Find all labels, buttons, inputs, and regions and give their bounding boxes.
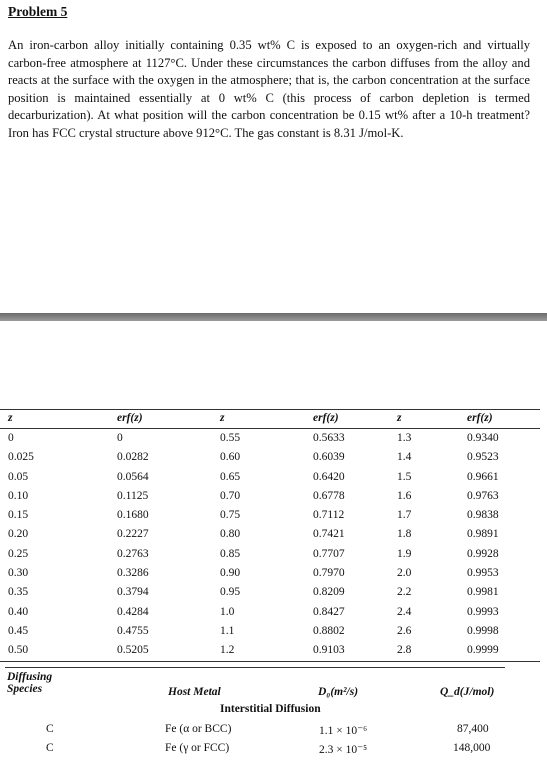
table-row	[0, 545, 540, 564]
table-row	[0, 429, 540, 448]
z-cell: 1.1	[220, 624, 235, 637]
z-cell: 2.4	[397, 605, 412, 618]
section-divider	[0, 313, 547, 321]
z-cell: 0.35	[8, 586, 29, 599]
z-cell: 0	[8, 432, 14, 444]
erf-value-cell: 0.0564	[117, 470, 149, 483]
z-cell: 0.95	[220, 586, 241, 599]
erf-value-cell: 0.8209	[313, 586, 345, 599]
erf-value-cell: 0.7970	[313, 567, 345, 580]
header-z: z	[397, 412, 402, 424]
section-interstitial-diffusion: Interstitial Diffusion	[220, 703, 321, 715]
erf-value-cell: 0.1680	[117, 509, 149, 522]
erf-value-cell: 0.9661	[467, 470, 499, 483]
z-cell: 1.9	[397, 547, 412, 560]
erf-value-cell: 0.1125	[117, 489, 149, 502]
erf-value-cell: 0.7707	[313, 547, 345, 560]
erf-value-cell: 0.7421	[313, 528, 345, 541]
z-cell: 0.45	[8, 624, 29, 637]
table-row	[0, 448, 540, 467]
d0-cell: 1.1 × 10⁻⁶	[319, 725, 368, 737]
species-cell: C	[46, 723, 54, 735]
erf-table	[0, 411, 540, 662]
z-cell: 0.40	[8, 605, 29, 618]
header-qd: Q_d(J/mol)	[440, 686, 495, 698]
table-row	[0, 525, 540, 544]
table-row	[0, 506, 540, 525]
z-cell: 0.85	[220, 547, 241, 560]
erf-value-cell: 0.9993	[467, 605, 499, 618]
qd-cell: 87,400	[457, 723, 489, 735]
erf-value-cell: 0.4284	[117, 605, 149, 618]
host-metal-cell: Fe (γ or FCC)	[165, 742, 230, 754]
header-erf: erf(z)	[117, 412, 143, 424]
header-z: z	[8, 412, 13, 424]
z-cell: 0.30	[8, 567, 29, 580]
table-row	[0, 468, 540, 487]
header-diffusing: Diffusing	[7, 671, 53, 683]
erf-value-cell: 0.4755	[117, 624, 149, 637]
z-cell: 0.80	[220, 528, 241, 541]
erf-value-cell: 0.9891	[467, 528, 499, 541]
species-cell: C	[46, 742, 54, 754]
erf-value-cell: 0.9763	[467, 489, 499, 502]
erf-value-cell: 0.3794	[117, 586, 149, 599]
z-cell: 0.60	[220, 451, 241, 464]
table-row	[0, 742, 510, 760]
z-cell: 0.025	[8, 451, 34, 464]
table-rule	[5, 667, 505, 668]
table-row	[0, 603, 540, 622]
erf-value-cell: 0.3286	[117, 567, 149, 580]
z-cell: 0.20	[8, 528, 29, 541]
erf-value-cell: 0.2227	[117, 528, 149, 541]
problem-title: Problem 5	[8, 4, 68, 19]
problem-statement: An iron-carbon alloy initially containing 0.35 wt% C is exposed to an oxygen-rich and virtually carbon-free atmosphere at 1127°C. Under these circumstances the carbon diffuses from the alloy and reacts at the surface with the oxygen in the atmosphere; that is, the carbon concentration at the surface position is maintained essentially at 0 wt% C (this process of carbon depletion is termed decarburization). At what position will the carbon concentration be 0.15 wt% after a 10-h treatment? Iron has FCC crystal structure above 912°C. The gas constant is 8.31 J/mol-K.	[8, 38, 530, 140]
d0-cell: 2.3 × 10⁻⁵	[319, 744, 368, 756]
erf-value-cell: 0.9999	[467, 644, 499, 657]
erf-value-cell: 0.5633	[313, 432, 345, 444]
z-cell: 0.15	[8, 509, 29, 522]
z-cell: 1.5	[397, 470, 412, 483]
z-cell: 0.10	[8, 489, 29, 502]
erf-value-cell: 0.7112	[313, 509, 345, 522]
erf-value-cell: 0.9998	[467, 624, 499, 637]
header-z: z	[220, 412, 225, 424]
z-cell: 1.2	[220, 644, 235, 657]
z-cell: 0.05	[8, 470, 29, 483]
erf-value-cell: 0.5205	[117, 644, 149, 657]
erf-value-cell: 0.2763	[117, 547, 149, 560]
erf-table-header	[0, 411, 540, 429]
erf-value-cell: 0.9953	[467, 567, 499, 580]
erf-value-cell: 0.0282	[117, 451, 149, 464]
header-species: Species	[7, 683, 43, 695]
z-cell: 2.0	[397, 567, 412, 580]
z-cell: 0.65	[220, 470, 241, 483]
z-cell: 2.6	[397, 624, 412, 637]
qd-cell: 148,000	[453, 742, 491, 754]
table-row	[0, 487, 540, 506]
erf-value-cell: 0.9340	[467, 432, 499, 444]
header-d0: D₀(m²/s)	[318, 686, 359, 698]
z-cell: 1.6	[397, 489, 412, 502]
table-row	[0, 564, 540, 583]
header-erf: erf(z)	[313, 412, 339, 424]
erf-value-cell: 0.8802	[313, 624, 345, 637]
erf-table-body	[0, 429, 540, 662]
z-cell: 1.0	[220, 605, 235, 618]
z-cell: 0.90	[220, 567, 241, 580]
z-cell: 1.8	[397, 528, 412, 541]
erf-value-cell: 0.8427	[313, 605, 345, 618]
table-row	[0, 622, 540, 641]
z-cell: 1.3	[397, 432, 412, 444]
z-cell: 1.7	[397, 509, 412, 522]
z-cell: 1.4	[397, 451, 412, 464]
header-erf: erf(z)	[467, 412, 493, 424]
erf-value-cell: 0.9838	[467, 509, 499, 522]
erf-value-cell: 0.9981	[467, 586, 499, 599]
erf-value-cell: 0.6420	[313, 470, 345, 483]
z-cell: 0.70	[220, 489, 241, 502]
z-cell: 0.25	[8, 547, 29, 560]
table-row	[0, 583, 540, 602]
host-metal-cell: Fe (α or BCC)	[165, 723, 232, 735]
erf-value-cell: 0.6039	[313, 451, 345, 464]
erf-value-cell: 0	[117, 432, 123, 444]
erf-value-cell: 0.6778	[313, 489, 345, 502]
z-cell: 2.2	[397, 586, 412, 599]
table-row	[0, 641, 540, 661]
erf-value-cell: 0.9103	[313, 644, 345, 657]
table-row	[0, 723, 510, 741]
erf-value-cell: 0.9523	[467, 451, 499, 464]
z-cell: 0.50	[8, 644, 29, 657]
erf-value-cell: 0.9928	[467, 547, 499, 560]
z-cell: 2.8	[397, 644, 412, 657]
z-cell: 0.55	[220, 432, 241, 444]
z-cell: 0.75	[220, 509, 241, 522]
header-host-metal: Host Metal	[168, 686, 221, 698]
